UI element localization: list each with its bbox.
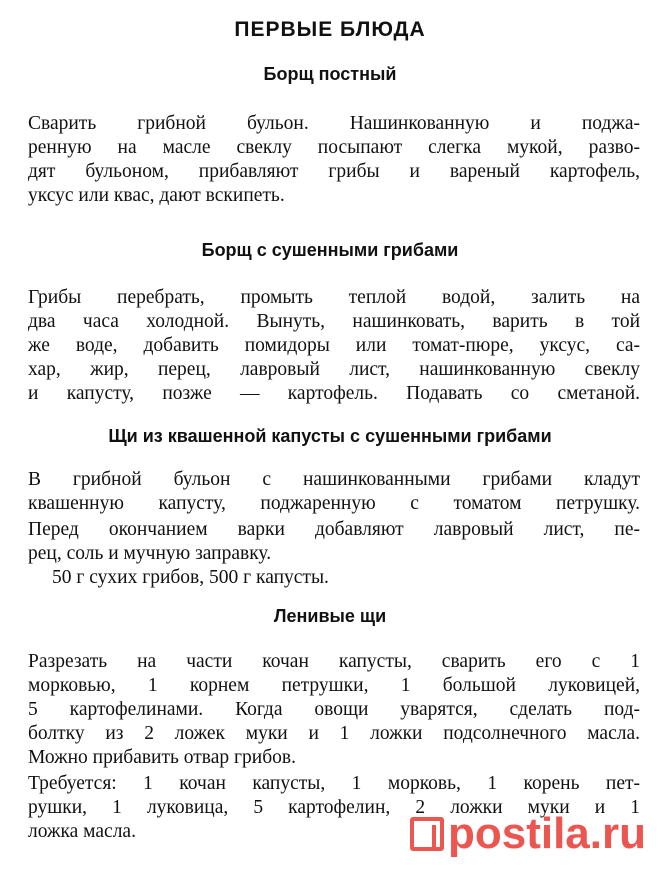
text-line: морковью, 1 корнем петрушки, 1 большой луковицей, bbox=[28, 675, 640, 696]
text-line: дят бульоном, прибавляют грибы и вареный картофель, bbox=[28, 161, 640, 182]
section-heading-2: Борщ с сушенными грибами bbox=[201, 240, 459, 260]
text-line: болтку из 2 ложек муки и 1 ложки подсолнечного масла. bbox=[28, 723, 640, 744]
text-line: Сварить грибной бульон. Нашинкованную и поджа- bbox=[28, 113, 640, 134]
watermark-text: postila.ru bbox=[447, 809, 646, 858]
text-line: квашенную капусту, поджаренную с томатом петрушку. bbox=[28, 493, 640, 514]
section-heading-1: Борщ постный bbox=[263, 64, 397, 84]
text-line: 50 г сухих грибов, 500 г капусты. bbox=[52, 567, 329, 588]
text-line: ренную на масле свеклу посыпают слегка мукой, разво- bbox=[28, 137, 640, 158]
section-heading-4: Ленивые щи bbox=[273, 606, 387, 626]
postila-icon bbox=[410, 817, 444, 851]
text-line: Требуется: 1 кочан капусты, 1 морковь, 1 корень пет- bbox=[28, 773, 640, 794]
text-line: и капусту, позже — картофель. Подавать со сметаной. bbox=[28, 383, 640, 404]
text-line: 5 картофелинами. Когда овощи уварятся, сделать под- bbox=[28, 699, 640, 720]
page-title: ПЕРВЫЕ БЛЮДА bbox=[234, 18, 426, 41]
text-line: хар, жир, перец, лавровый лист, нашинкованную свеклу bbox=[28, 359, 640, 380]
text-line: Перед окончанием варки добавляют лавровый лист, пе- bbox=[28, 519, 640, 540]
text-line: Можно прибавить отвар грибов. bbox=[28, 747, 296, 768]
text-line: уксус или квас, дают вскипеть. bbox=[28, 185, 285, 206]
watermark-logo bbox=[410, 809, 646, 859]
text-line: два часа холодной. Вынуть, нашинковать, варить в той bbox=[28, 311, 640, 332]
text-line: ложка масла. bbox=[28, 821, 136, 842]
text-line: же воде, добавить помидоры или томат-пюре, уксус, са- bbox=[28, 335, 640, 356]
section-heading-3: Щи из квашенной капусты с сушенными грибами bbox=[108, 426, 552, 446]
text-line: В грибной бульон с нашинкованными грибами кладут bbox=[28, 469, 640, 490]
text-line: рушки, 1 луковица, 5 картофелин, 2 ложки муки и 1 bbox=[28, 797, 640, 818]
text-line: рец, соль и мучную заправку. bbox=[28, 543, 272, 564]
text-line: Разрезать на части кочан капусты, сварить его с 1 bbox=[28, 651, 640, 672]
text-line: Грибы перебрать, промыть теплой водой, залить на bbox=[28, 287, 640, 308]
